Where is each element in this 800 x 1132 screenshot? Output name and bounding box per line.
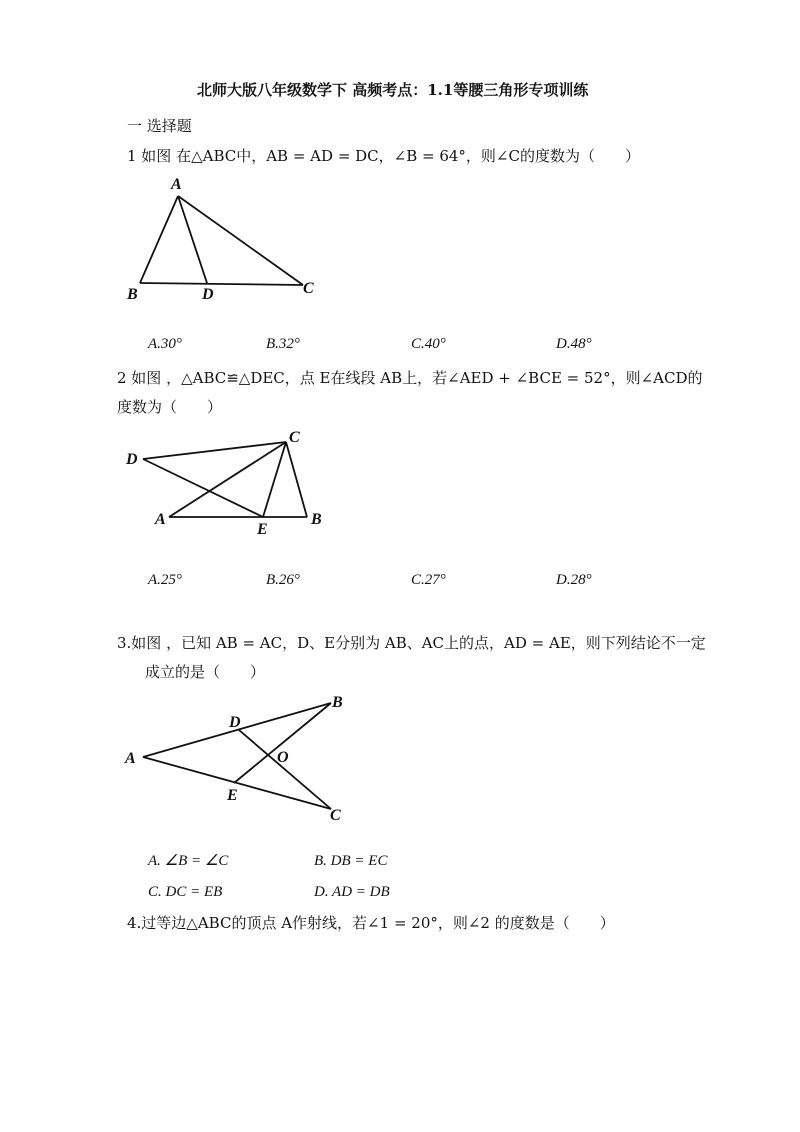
q1-option-a[interactable]: A.30° <box>148 336 182 352</box>
page-title: 北师大版八年级数学下 高频考点：1.1等腰三角形专项训练 <box>197 81 589 99</box>
q3-edge-eb <box>234 703 331 783</box>
q1-option-c[interactable]: C.40° <box>411 336 446 352</box>
q1-label-c: C <box>303 280 314 297</box>
section-heading: 一 选择题 <box>127 117 192 135</box>
q3-label-b: B <box>332 694 343 711</box>
q3-label-a: A <box>125 750 136 767</box>
q2-label-b: B <box>311 511 322 528</box>
q2-label-a: A <box>155 511 166 528</box>
q2-option-a[interactable]: A.25° <box>148 572 182 588</box>
question-3-line-2: 成立的是（ ） <box>145 663 266 681</box>
question-2-line-1: 2 如图 ，△ABC≌△DEC，点 E在线段 AB上，若∠AED + ∠BCE = 52°，则∠ACD的 <box>117 369 703 387</box>
q3-label-o: O <box>277 749 289 766</box>
q2-option-b[interactable]: B.26° <box>266 572 300 588</box>
q3-label-d: D <box>229 714 241 731</box>
q2-label-d: D <box>126 451 138 468</box>
question-1-text: 1 如图 在△ABC中，AB = AD = DC，∠B = 64°，则∠C的度数为（ ） <box>127 147 640 165</box>
q1-option-b[interactable]: B.32° <box>266 336 300 352</box>
q3-option-d[interactable]: D. AD = DB <box>314 884 390 900</box>
question-3-line-1: 3.如图 ，已知 AB = AC，D、E分别为 AB、AC上的点，AD = AE，则下列结论不一定 <box>117 634 706 652</box>
q1-label-a: A <box>171 176 182 193</box>
q3-option-a[interactable]: A. ∠B = ∠C <box>148 853 229 869</box>
q2-option-c[interactable]: C.27° <box>411 572 446 588</box>
q2-label-e: E <box>257 521 268 538</box>
q3-option-b[interactable]: B. DB = EC <box>314 853 388 869</box>
question-2-line-2: 度数为（ ） <box>117 398 223 416</box>
q1-option-d[interactable]: D.48° <box>556 336 592 352</box>
q1-label-d: D <box>202 286 214 303</box>
q2-option-d[interactable]: D.28° <box>556 572 592 588</box>
q3-label-e: E <box>227 787 238 804</box>
q2-label-c: C <box>289 429 300 446</box>
q3-label-c: C <box>330 807 341 824</box>
question-4-text: 4.过等边△ABC的顶点 A作射线，若∠1 = 20°，则∠2 的度数是（ ） <box>127 914 615 932</box>
q1-label-b: B <box>127 286 138 303</box>
q3-option-c[interactable]: C. DC = EB <box>148 884 223 900</box>
